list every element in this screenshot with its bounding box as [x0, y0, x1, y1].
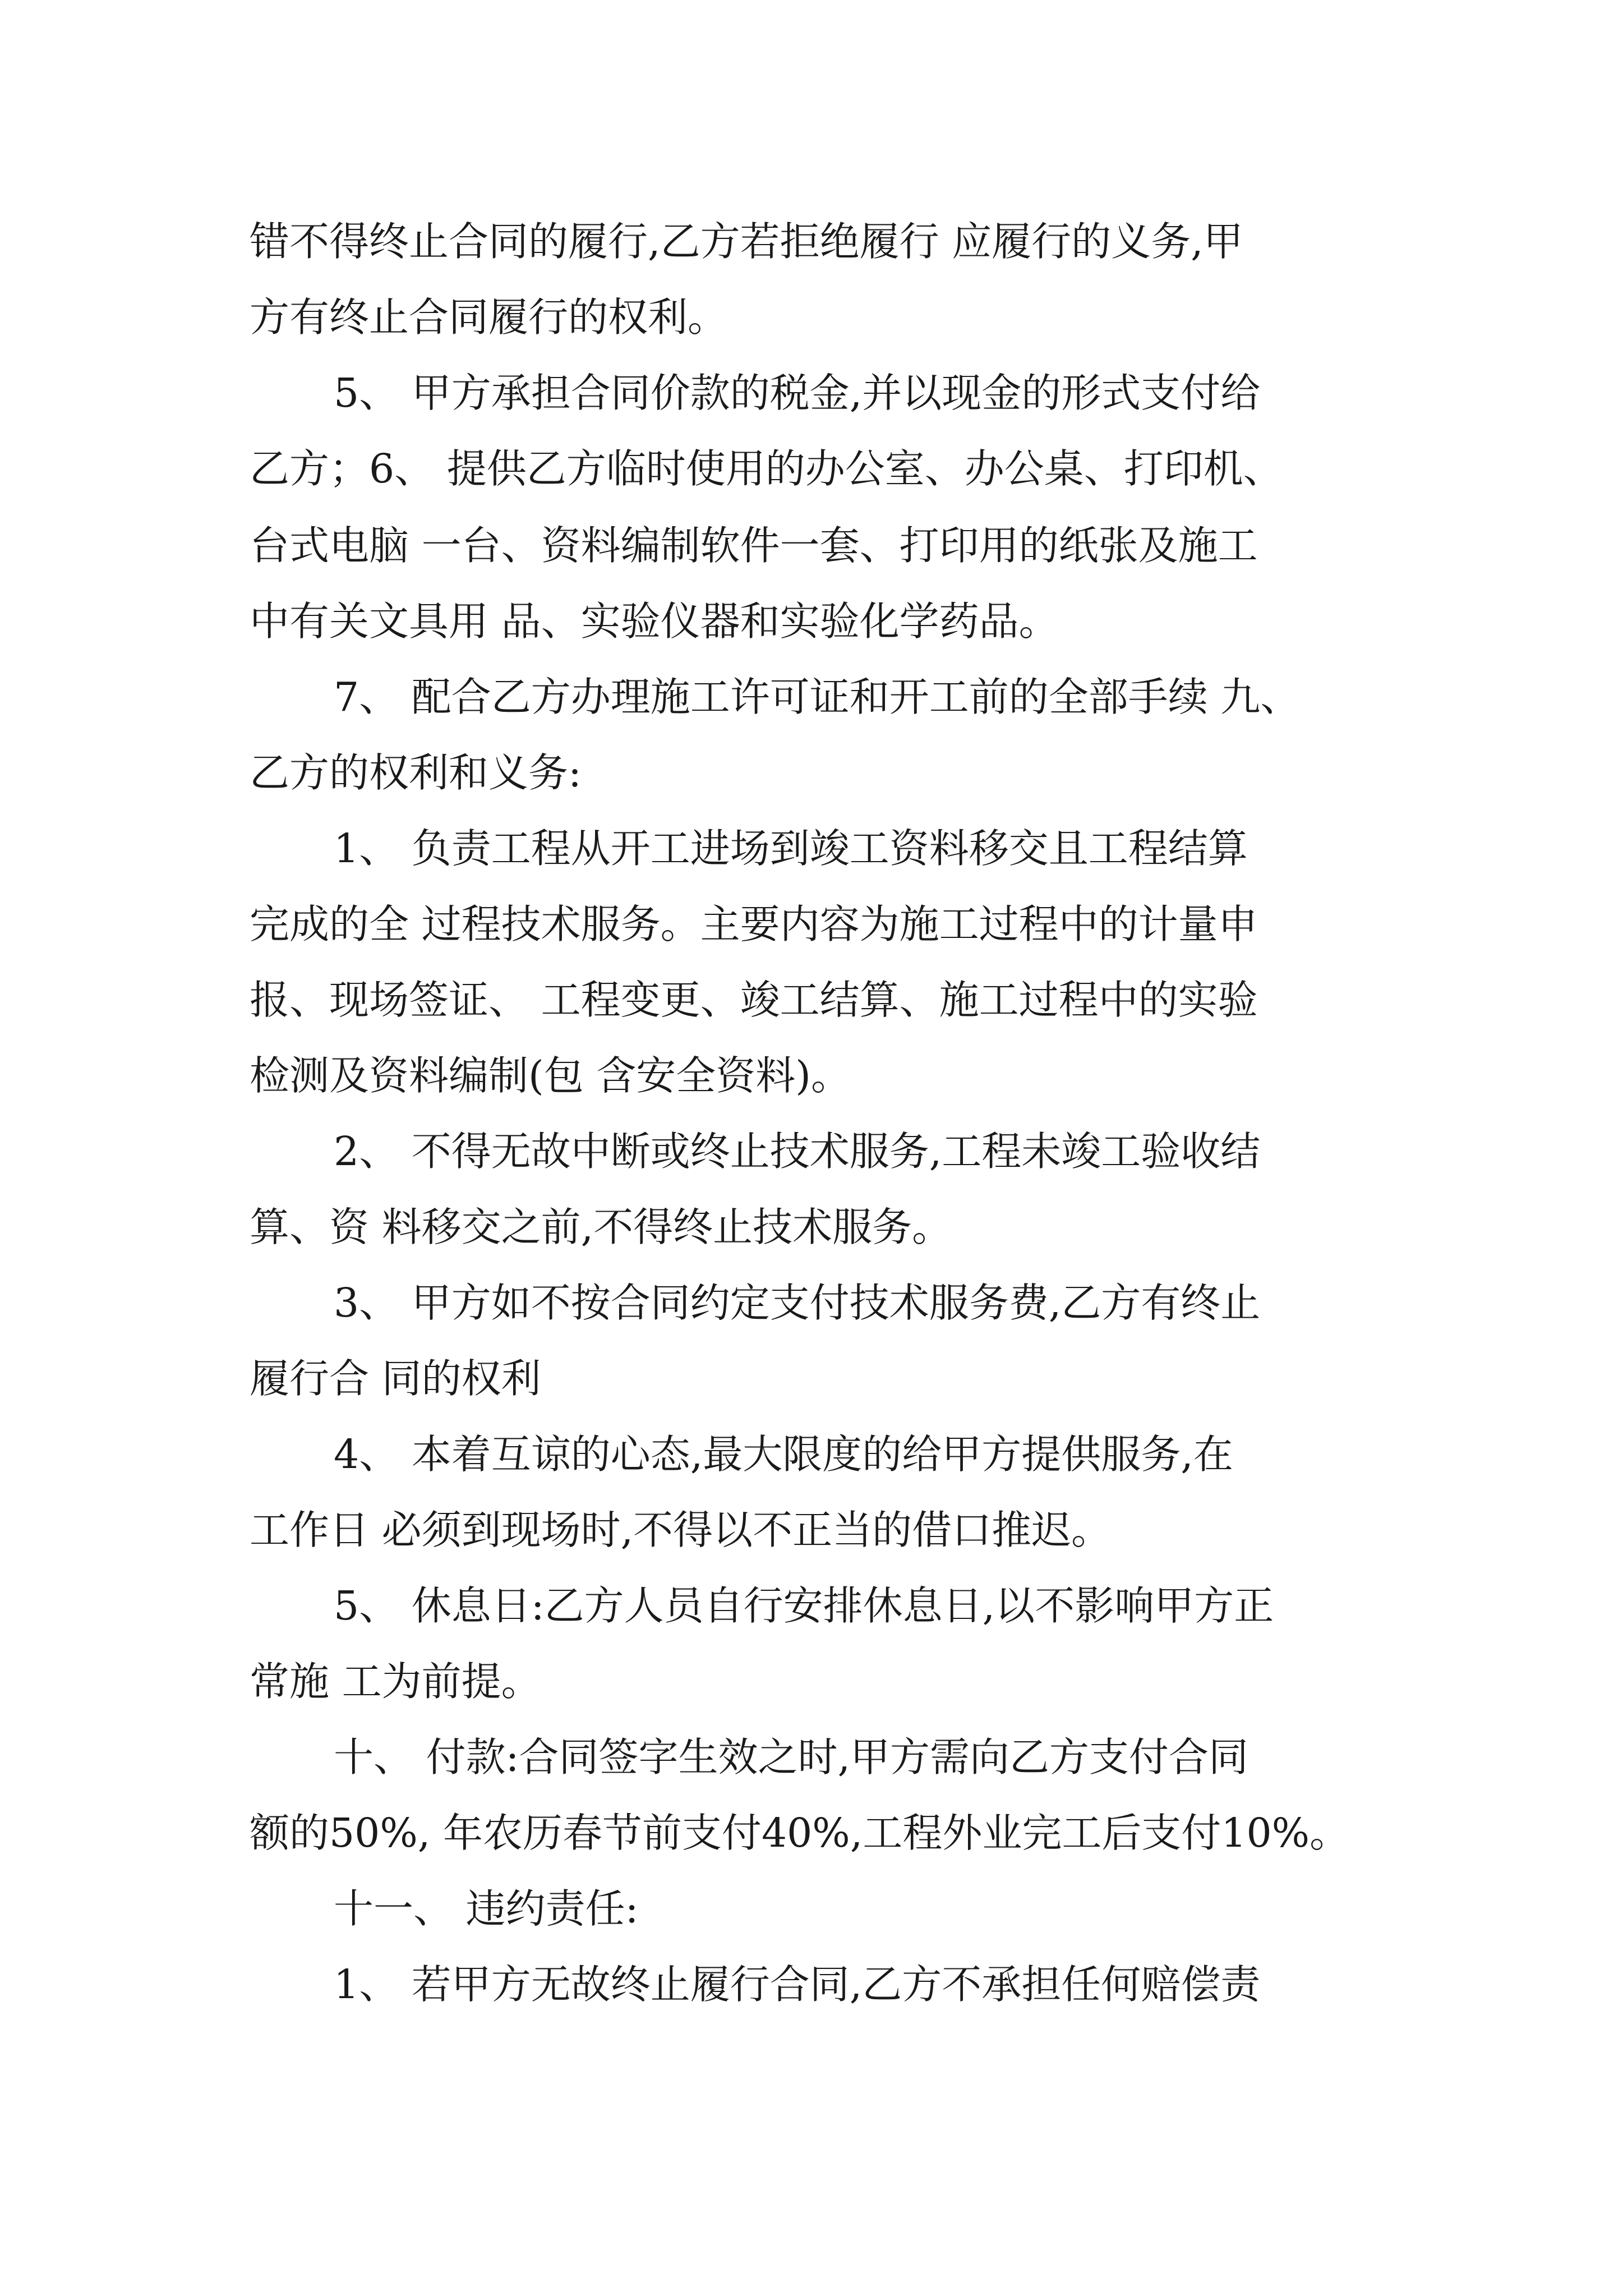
text-line: 错不得终止合同的履行,乙方若拒绝履行 应履行的义务,甲 [250, 218, 1243, 265]
text-line: 乙方；6、 提供乙方临时使用的办公室、办公桌、打印机、 [250, 445, 1283, 492]
text-line: 5、 休息日:乙方人员自行安排休息日,以不影响甲方正 [334, 1582, 1274, 1629]
text-line: 额的50%, 年农历春节前支付40%,工程外业完工后支付10%。 [250, 1810, 1350, 1856]
text-line: 报、现场签证、 工程变更、竣工结算、施工过程中的实验 [250, 977, 1258, 1023]
text-line: 1、 若甲方无故终止履行合同,乙方不承担任何赔偿责 [334, 1961, 1261, 2008]
text-line: 方有终止合同履行的权利。 [250, 294, 728, 341]
text-line: 算、资 料移交之前,不得终止技术服务。 [250, 1204, 952, 1250]
text-line: 3、 甲方如不按合同约定支付技术服务费,乙方有终止 [334, 1280, 1261, 1326]
text-line: 1、 负责工程从开工进场到竣工资料移交且工程结算 [334, 825, 1248, 872]
text-line: 常施 工为前提。 [250, 1658, 541, 1705]
text-line: 5、 甲方承担合同价款的税金,并以现金的形式支付给 [334, 370, 1261, 416]
text-line: 十一、 违约责任: [334, 1885, 639, 1932]
text-line: 4、 本着互谅的心态,最大限度的给甲方提供服务,在 [334, 1431, 1233, 1478]
text-line: 2、 不得无故中断或终止技术服务,工程未竣工验收结 [334, 1128, 1261, 1175]
text-line: 台式电脑 一台、资料编制软件一套、打印用的纸张及施工 [250, 522, 1258, 569]
text-line: 履行合 同的权利 [250, 1355, 541, 1402]
text-line: 中有关文具用 品、实验仪器和实验化学药品。 [250, 598, 1059, 645]
text-line: 检测及资料编制(包 含安全资料)。 [250, 1052, 851, 1099]
text-line: 完成的全 过程技术服务。主要内容为施工过程中的计量申 [250, 901, 1258, 947]
text-line: 乙方的权利和义务: [250, 749, 582, 796]
text-line: 十、 付款:合同签字生效之时,甲方需向乙方支付合同 [334, 1734, 1249, 1780]
text-line: 7、 配合乙方办理施工许可证和开工前的全部手续 九、 [334, 674, 1301, 720]
text-line: 工作日 必须到现场时,不得以不正当的借口推迟。 [250, 1507, 1112, 1553]
